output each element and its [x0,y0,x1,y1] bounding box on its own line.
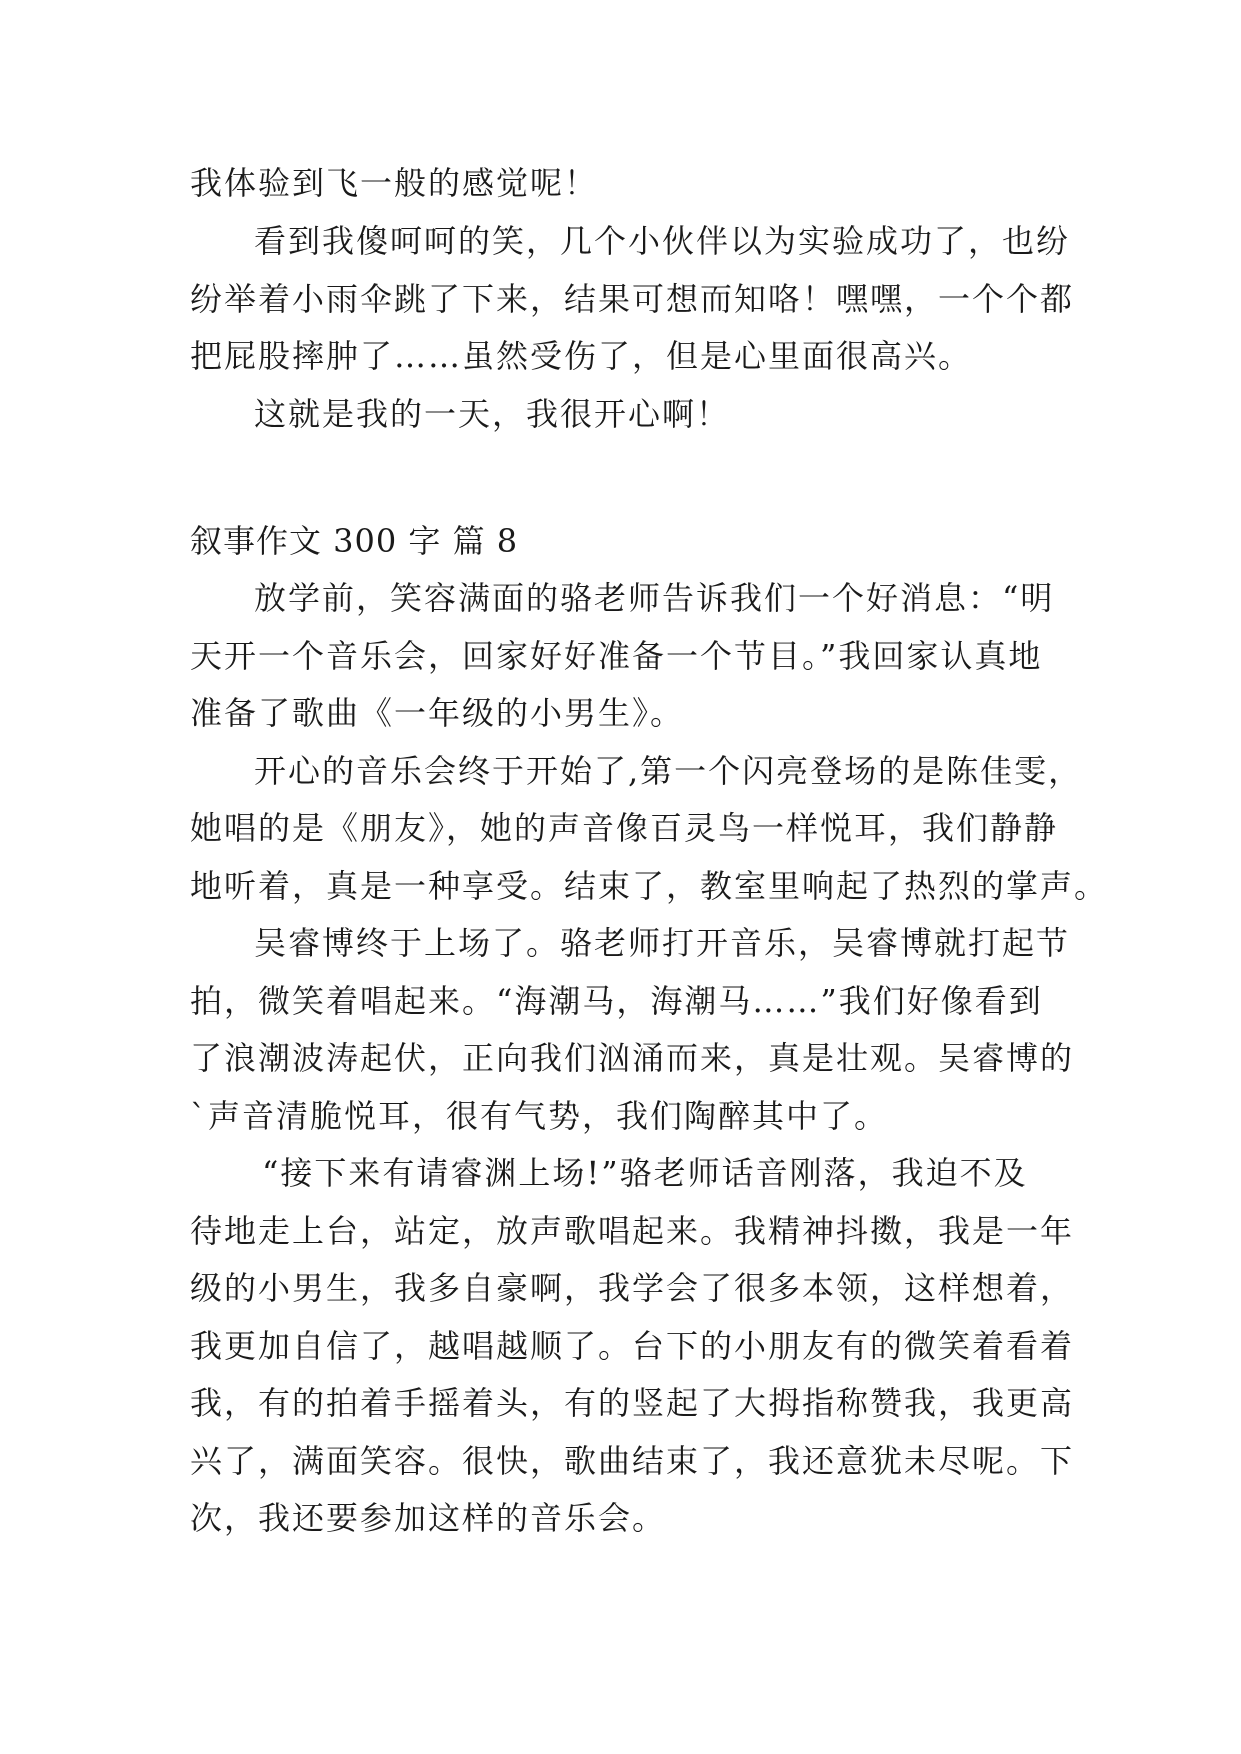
text-line: 把屁股摔肿了……虽然受伤了，但是心里面很高兴。 [190,337,973,375]
text-line: 我更加自信了，越唱越顺了。台下的小朋友有的微笑着看着 [190,1327,1075,1365]
essay-title: 叙事作文 300 字 篇 8 [190,522,519,560]
text-line: 级的小男生，我多自豪啊，我学会了很多本领，这样想着， [190,1269,1075,1307]
text-line: 放学前，笑容满面的骆老师告诉我们一个好消息：“明 [254,579,1055,617]
text-line: 看到我傻呵呵的笑，几个小伙伴以为实验成功了，也纷 [254,222,1071,260]
text-line: `声音清脆悦耳，很有气势，我们陶醉其中了。 [190,1097,889,1135]
text-line: 纷举着小雨伞跳了下来，结果可想而知咯！嘿嘿，一个个都 [190,280,1075,318]
text-line: 待地走上台，站定，放声歌唱起来。我精神抖擞，我是一年 [190,1212,1075,1250]
text-line: “接下来有请睿渊上场!”骆老师话音刚落，我迫不及 [262,1154,1028,1192]
text-line: 我，有的拍着手摇着头，有的竖起了大拇指称赞我，我更高 [190,1384,1075,1422]
text-line: 准备了歌曲《一年级的小男生》。 [190,694,685,732]
text-line: 这就是我的一天，我很开心啊！ [254,395,731,433]
text-line: 兴了，满面笑容。很快，歌曲结束了，我还意犹未尽呢。下 [190,1442,1075,1480]
text-line: 我体验到飞一般的感觉呢！ [190,164,599,202]
text-line: 次，我还要参加这样的音乐会。 [190,1499,667,1537]
text-line: 天开一个音乐会，回家好好准备一个节目。”我回家认真地 [190,637,1043,675]
text-line: 吴睿博终于上场了。骆老师打开音乐，吴睿博就打起节 [254,924,1071,962]
text-line: 拍，微笑着唱起来。“海潮马，海潮马……”我们好像看到 [190,982,1043,1020]
text-line: 了浪潮波涛起伏，正向我们汹涌而来，真是壮观。吴睿博的 [190,1039,1075,1077]
text-line: 地听着，真是一种享受。结束了，教室里响起了热烈的掌声。 [190,867,1109,905]
text-line: 她唱的是《朋友》，她的声音像百灵鸟一样悦耳，我们静静 [190,809,1059,847]
text-line: 开心的音乐会终于开始了,第一个闪亮登场的是陈佳雯， [254,752,1083,790]
